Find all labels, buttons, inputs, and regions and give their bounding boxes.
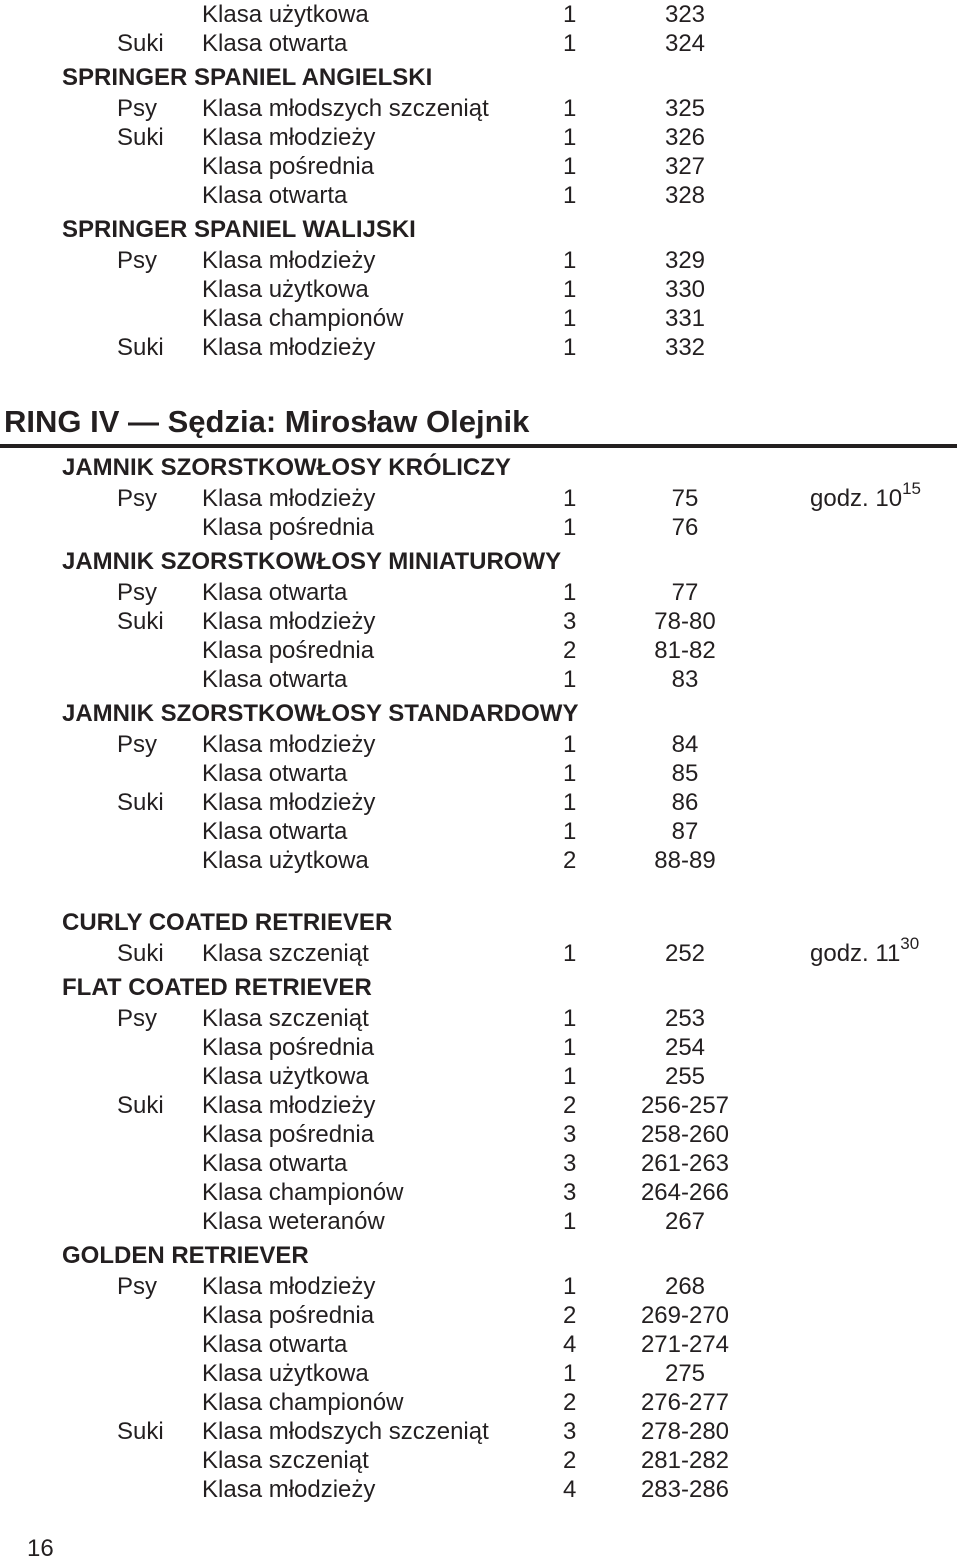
entry-numbers: 269-270 — [640, 1302, 730, 1329]
entry-numbers: 328 — [664, 182, 706, 209]
entry-row — [0, 152, 960, 181]
entry-count: 1 — [563, 334, 577, 361]
entry-sex: Suki — [117, 608, 164, 635]
entry-numbers: 85 — [671, 760, 699, 787]
entry-row — [0, 29, 960, 58]
entry-row — [0, 1272, 960, 1301]
entry-count: 3 — [563, 1150, 577, 1177]
entry-count: 1 — [563, 940, 577, 967]
entry-numbers: 283-286 — [640, 1476, 730, 1503]
entry-numbers: 253 — [664, 1005, 706, 1032]
entry-numbers: 276-277 — [640, 1389, 730, 1416]
entry-numbers: 81-82 — [654, 637, 716, 664]
entry-class: Klasa weteranów — [202, 1208, 385, 1235]
ring-breed-group-2 — [0, 903, 960, 1504]
entry-count: 1 — [563, 579, 577, 606]
entry-row — [0, 479, 960, 513]
entry-sex: Psy — [117, 485, 158, 512]
entry-class: Klasa pośrednia — [202, 153, 375, 180]
entry-class: Klasa młodszych szczeniąt — [202, 95, 489, 122]
entry-class: Klasa otwarta — [202, 30, 348, 57]
continued-entries — [0, 0, 960, 58]
entry-sex: Suki — [117, 334, 164, 361]
entry-numbers: 275 — [664, 1360, 706, 1387]
breed-heading: SPRINGER SPANIEL WALIJSKI — [62, 216, 416, 243]
entry-row — [0, 1475, 960, 1504]
entry-numbers: 261-263 — [640, 1150, 730, 1177]
entry-numbers: 267 — [664, 1208, 706, 1235]
entry-numbers: 87 — [671, 818, 699, 845]
entry-count: 1 — [563, 1005, 577, 1032]
entry-numbers: 324 — [664, 30, 706, 57]
entry-numbers: 325 — [664, 95, 706, 122]
entry-count: 1 — [563, 1063, 577, 1090]
entry-count: 1 — [563, 731, 577, 758]
entry-numbers: 278-280 — [640, 1418, 730, 1445]
entry-numbers: 326 — [664, 124, 706, 151]
entry-class: Klasa otwarta — [202, 579, 348, 606]
entry-count: 1 — [563, 485, 577, 512]
entry-count: 1 — [563, 760, 577, 787]
entry-class: Klasa championów — [202, 1179, 404, 1206]
entry-class: Klasa młodzieży — [202, 731, 376, 758]
entry-sex: Psy — [117, 731, 158, 758]
entry-sex: Psy — [117, 1273, 158, 1300]
entry-numbers: 254 — [664, 1034, 706, 1061]
entry-row — [0, 578, 960, 607]
entry-class: Klasa pośrednia — [202, 514, 375, 541]
entry-sex: Psy — [117, 579, 158, 606]
entry-count: 2 — [563, 847, 577, 874]
entry-row — [0, 246, 960, 275]
entry-class: Klasa młodszych szczeniąt — [202, 1418, 489, 1445]
entry-class: Klasa użytkowa — [202, 1, 369, 28]
entry-count: 1 — [563, 1208, 577, 1235]
entry-row — [0, 636, 960, 665]
entry-count: 1 — [563, 666, 577, 693]
entry-class: Klasa pośrednia — [202, 637, 375, 664]
entry-row — [0, 1120, 960, 1149]
entry-row — [0, 123, 960, 152]
entry-class: Klasa szczeniąt — [202, 1005, 369, 1032]
page-number: 16 — [27, 1535, 54, 1562]
breed-heading: JAMNIK SZORSTKOWŁOSY STANDARDOWY — [62, 700, 579, 727]
breed-heading: CURLY COATED RETRIEVER — [62, 909, 393, 936]
breed-heading: JAMNIK SZORSTKOWŁOSY MINIATUROWY — [62, 548, 562, 575]
entry-class: Klasa młodzieży — [202, 789, 376, 816]
ring-title: RING IV — Sędzia: Mirosław Olejnik — [4, 404, 530, 439]
entry-row — [0, 1178, 960, 1207]
entry-row — [0, 0, 960, 29]
entry-row — [0, 730, 960, 759]
entry-count: 4 — [563, 1331, 577, 1358]
entry-count: 1 — [563, 30, 577, 57]
entry-count: 3 — [563, 608, 577, 635]
entry-count: 4 — [563, 1476, 577, 1503]
entry-row — [0, 788, 960, 817]
entry-numbers: 255 — [664, 1063, 706, 1090]
entry-numbers: 86 — [671, 789, 699, 816]
entry-numbers: 268 — [664, 1273, 706, 1300]
entry-count: 1 — [563, 182, 577, 209]
entry-sex: Psy — [117, 95, 158, 122]
entry-class: Klasa młodzieży — [202, 485, 376, 512]
entry-count: 1 — [563, 247, 577, 274]
entry-class: Klasa szczeniąt — [202, 1447, 369, 1474]
entry-numbers: 88-89 — [654, 847, 716, 874]
entry-class: Klasa szczeniąt — [202, 940, 369, 967]
entry-numbers: 78-80 — [654, 608, 716, 635]
entry-count: 1 — [563, 818, 577, 845]
entry-class: Klasa młodzieży — [202, 247, 376, 274]
entry-numbers: 329 — [664, 247, 706, 274]
entry-sex: Suki — [117, 30, 164, 57]
judging-time — [810, 934, 920, 968]
entry-count: 1 — [563, 514, 577, 541]
breed-list-top — [0, 58, 960, 362]
entry-count: 3 — [563, 1418, 577, 1445]
entry-count: 1 — [563, 124, 577, 151]
entry-class: Klasa użytkowa — [202, 1063, 369, 1090]
entry-numbers: 331 — [664, 305, 706, 332]
entry-class: Klasa młodzieży — [202, 1092, 376, 1119]
entry-numbers: 252 — [664, 940, 706, 967]
entry-sex: Suki — [117, 1092, 164, 1119]
entry-class: Klasa otwarta — [202, 182, 348, 209]
entry-row — [0, 759, 960, 788]
entry-class: Klasa młodzieży — [202, 1273, 376, 1300]
judging-time-minutes: 15 — [902, 479, 921, 498]
entry-class: Klasa otwarta — [202, 1331, 348, 1358]
entry-class: Klasa otwarta — [202, 818, 348, 845]
entry-numbers: 330 — [664, 276, 706, 303]
ring-breed-group-1 — [0, 448, 960, 875]
judging-time — [810, 479, 921, 513]
entry-class: Klasa otwarta — [202, 666, 348, 693]
entry-sex: Suki — [117, 789, 164, 816]
entry-numbers: 323 — [664, 1, 706, 28]
entry-row — [0, 607, 960, 636]
entry-count: 1 — [563, 305, 577, 332]
entry-row — [0, 665, 960, 694]
entry-numbers: 281-282 — [640, 1447, 730, 1474]
entry-sex: Suki — [117, 1418, 164, 1445]
entry-class: Klasa użytkowa — [202, 847, 369, 874]
judging-time-minutes: 30 — [900, 934, 920, 953]
entry-class: Klasa młodzieży — [202, 608, 376, 635]
entry-row — [0, 1062, 960, 1091]
entry-count: 3 — [563, 1179, 577, 1206]
entry-numbers: 327 — [664, 153, 706, 180]
breed-heading: GOLDEN RETRIEVER — [62, 1242, 309, 1269]
entry-row — [0, 1149, 960, 1178]
entry-row — [0, 1446, 960, 1475]
entry-class: Klasa użytkowa — [202, 276, 369, 303]
entry-count: 2 — [563, 1302, 577, 1329]
breed-heading: JAMNIK SZORSTKOWŁOSY KRÓLICZY — [62, 454, 511, 481]
entry-row — [0, 1004, 960, 1033]
entry-numbers: 83 — [671, 666, 699, 693]
entry-numbers: 258-260 — [640, 1121, 730, 1148]
entry-numbers: 264-266 — [640, 1179, 730, 1206]
entry-row — [0, 1359, 960, 1388]
entry-count: 1 — [563, 95, 577, 122]
breed-heading: SPRINGER SPANIEL ANGIELSKI — [62, 64, 433, 91]
entry-count: 1 — [563, 276, 577, 303]
entry-row — [0, 181, 960, 210]
entry-count: 1 — [563, 1273, 577, 1300]
ring-header — [0, 378, 957, 448]
entry-row — [0, 94, 960, 123]
section-spacer — [0, 875, 960, 903]
entry-count: 2 — [563, 1447, 577, 1474]
entry-row — [0, 1033, 960, 1062]
entry-numbers: 256-257 — [640, 1092, 730, 1119]
entry-row — [0, 1330, 960, 1359]
entry-class: Klasa pośrednia — [202, 1034, 375, 1061]
entry-numbers: 77 — [671, 579, 699, 606]
entry-count: 1 — [563, 1, 577, 28]
entry-count: 2 — [563, 637, 577, 664]
entry-numbers: 332 — [664, 334, 706, 361]
entry-row — [0, 513, 960, 542]
entry-row — [0, 1388, 960, 1417]
entry-row — [0, 846, 960, 875]
entry-sex: Suki — [117, 124, 164, 151]
entry-class: Klasa pośrednia — [202, 1121, 375, 1148]
entry-class: Klasa otwarta — [202, 760, 348, 787]
entry-row — [0, 1091, 960, 1120]
entry-count: 1 — [563, 1360, 577, 1387]
entry-numbers: 76 — [671, 514, 699, 541]
entry-class: Klasa młodzieży — [202, 1476, 376, 1503]
entry-row — [0, 1301, 960, 1330]
judging-time-hour: godz. 11 — [810, 940, 901, 967]
entry-row — [0, 275, 960, 304]
entry-numbers: 75 — [671, 485, 699, 512]
entry-class: Klasa pośrednia — [202, 1302, 375, 1329]
entry-row — [0, 304, 960, 333]
entry-numbers: 84 — [671, 731, 699, 758]
entry-row — [0, 1417, 960, 1446]
entry-count: 1 — [563, 789, 577, 816]
entry-count: 1 — [563, 153, 577, 180]
entry-count: 3 — [563, 1121, 577, 1148]
entry-sex: Psy — [117, 1005, 158, 1032]
entry-class: Klasa championów — [202, 305, 404, 332]
entry-sex: Suki — [117, 940, 164, 967]
entry-class: Klasa championów — [202, 1389, 404, 1416]
entry-class: Klasa otwarta — [202, 1150, 348, 1177]
judging-time-hour: godz. 10 — [810, 485, 903, 512]
breed-heading: FLAT COATED RETRIEVER — [62, 974, 372, 1001]
entry-count: 2 — [563, 1092, 577, 1119]
entry-count: 1 — [563, 1034, 577, 1061]
entry-count: 2 — [563, 1389, 577, 1416]
entry-row — [0, 817, 960, 846]
entry-row — [0, 934, 960, 968]
entry-row — [0, 1207, 960, 1236]
entry-row — [0, 333, 960, 362]
entry-class: Klasa użytkowa — [202, 1360, 369, 1387]
entry-class: Klasa młodzieży — [202, 124, 376, 151]
entry-numbers: 271-274 — [640, 1331, 730, 1358]
entry-class: Klasa młodzieży — [202, 334, 376, 361]
entry-sex: Psy — [117, 247, 158, 274]
